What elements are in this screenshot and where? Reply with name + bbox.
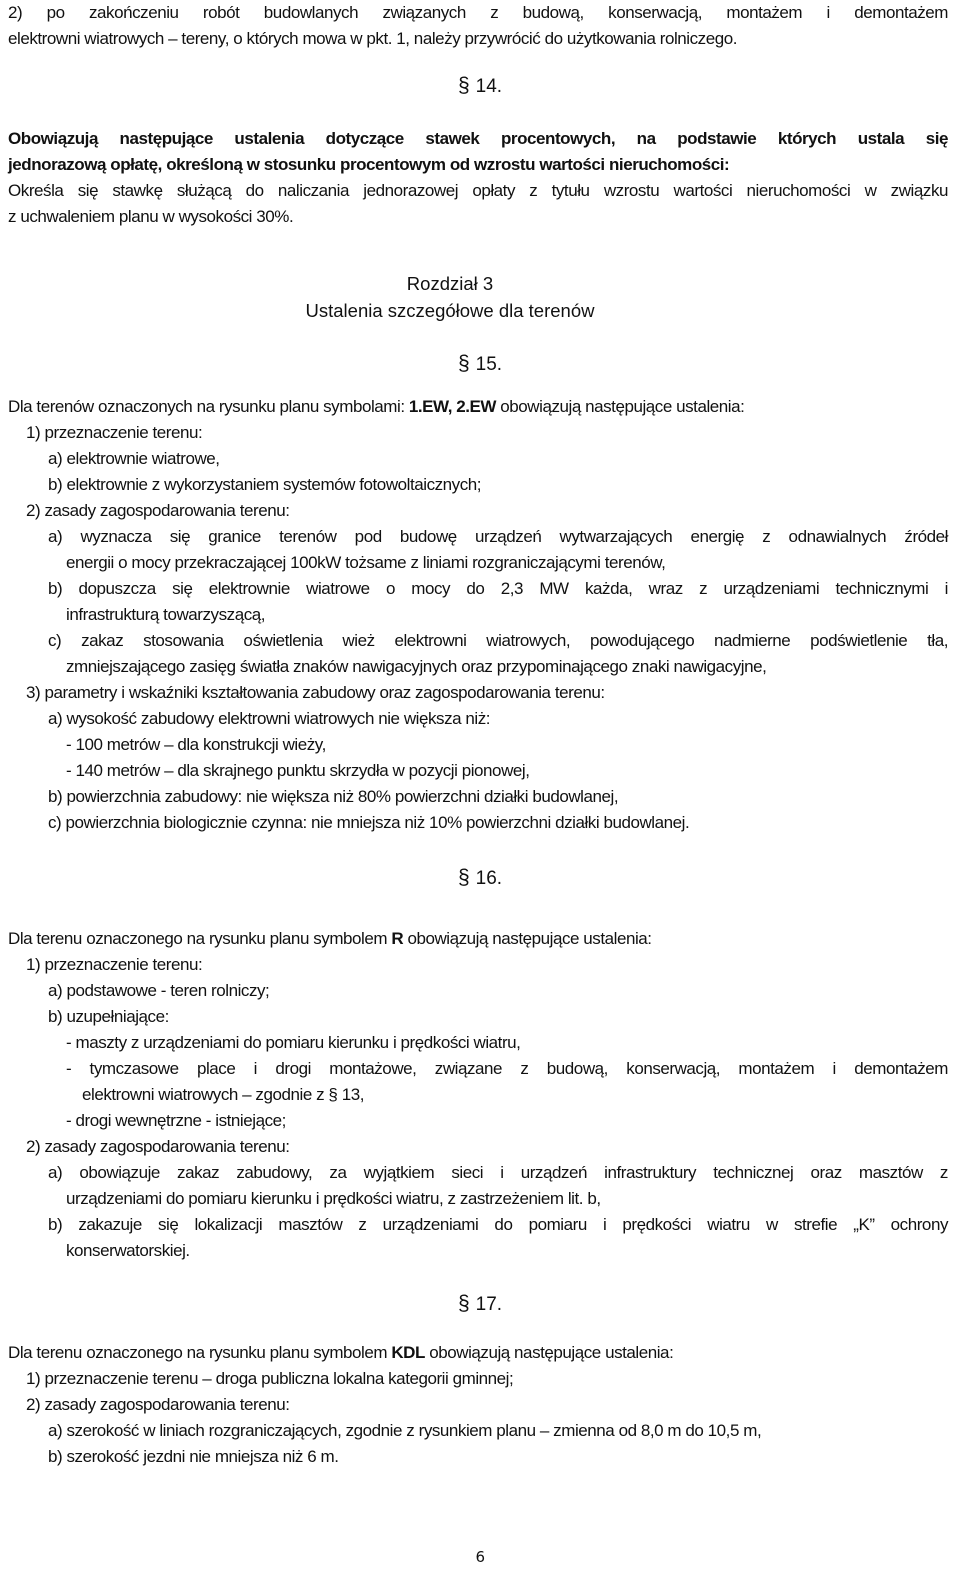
section-symbol: § — [457, 1292, 470, 1315]
s15-p2: 2) zasady zagospodarowania terenu: — [26, 501, 290, 520]
s16-p2b-line2: konserwatorskiej. — [66, 1241, 190, 1260]
s15-symbols: 1.EW, 2.EW — [408, 397, 497, 416]
s14-bold-line2: jednorazową opłatę, określoną w stosunku procentowym od wzrostu wartości nieruchomości: — [8, 155, 730, 174]
s16-p2b-line1: b) zakazuje się lokalizacji masztów z urządzeniami do pomiaru i prędkości wiatru w strefie „K” ochrony — [48, 1215, 948, 1234]
s16-p1b: b) uzupełniające: — [48, 1007, 169, 1026]
s17-p2a: a) szerokość w liniach rozgraniczających, zgodnie z rysunkiem planu – zmienna od 8,0 m do 10,5 m, — [48, 1421, 762, 1440]
s17-symbol-kdl: KDL — [391, 1343, 425, 1362]
s15-p2b-line1: b) dopuszcza się elektrownie wiatrowe o mocy do 2,3 MW każda, wraz z urządzeniami technicznymi i — [48, 579, 948, 598]
s16-intro — [8, 926, 652, 952]
section-number: 16. — [475, 868, 503, 889]
s15-intro-post: obowiązują następujące ustalenia: — [496, 397, 745, 416]
s16-p1b-dash3: - drogi wewnętrzne - istniejące; — [66, 1111, 286, 1130]
s17-p1: 1) przeznaczenie terenu – droga publiczna lokalna kategorii gminnej; — [26, 1369, 514, 1388]
s15-p1: 1) przeznaczenie terenu: — [26, 423, 203, 442]
s15-p3b: b) powierzchnia zabudowy: nie większa niż 80% powierzchni działki budowlanej, — [48, 787, 619, 806]
section-symbol: § — [457, 866, 470, 889]
s15-p3a-dash1: - 100 metrów – dla konstrukcji wieży, — [66, 735, 326, 754]
s15-p2a-line1: a) wyznacza się granice terenów pod budowę urządzeń wytwarzających energię z odnawialnych źródeł — [48, 527, 948, 546]
s15-p3a-dash2: - 140 metrów – dla skrajnego punktu skrzydła w pozycji pionowej, — [66, 761, 530, 780]
s15-intro-pre: Dla terenów oznaczonych na rysunku planu symbolami: — [8, 397, 409, 416]
section-number: 17. — [475, 1294, 503, 1315]
s15-p1a: a) elektrownie wiatrowe, — [48, 449, 220, 468]
s15-intro — [8, 394, 744, 420]
s16-p1b-dash2-line2: elektrowni wiatrowych – zgodnie z § 13, — [82, 1085, 364, 1104]
s16-p1a: a) podstawowe - teren rolniczy; — [48, 981, 270, 1000]
item2-line1: 2) po zakończeniu robót budowlanych związanych z budową, konserwacją, montażem i demontażem — [8, 3, 948, 22]
section-16-heading — [0, 864, 960, 893]
chapter-title: Ustalenia szczegółowe dla terenów — [305, 300, 595, 321]
s15-p3: 3) parametry i wskaźniki kształtowania zabudowy oraz zagospodarowania terenu: — [26, 683, 605, 702]
s16-p1: 1) przeznaczenie terenu: — [26, 955, 203, 974]
s16-symbol-r: R — [391, 929, 404, 948]
s17-p2b: b) szerokość jezdni nie mniejsza niż 6 m. — [48, 1447, 339, 1466]
s14-bold-line1: Obowiązują następujące ustalenia dotyczące stawek procentowych, na podstawie których ustala się — [8, 129, 948, 148]
s16-p2a-line2: urządzeniami do pomiaru kierunku i prędkości wiatru, z zastrzeżeniem lit. b, — [66, 1189, 601, 1208]
s17-intro — [8, 1340, 673, 1366]
section-symbol: § — [457, 352, 470, 375]
s17-intro-post: obowiązują następujące ustalenia: — [424, 1343, 674, 1362]
s15-p1b: b) elektrownie z wykorzystaniem systemów fotowoltaicznych; — [48, 475, 482, 494]
section-number: 15. — [475, 354, 503, 375]
s16-p1b-dash1: - maszty z urządzeniami do pomiaru kierunku i prędkości wiatru, — [66, 1033, 521, 1052]
s17-p2: 2) zasady zagospodarowania terenu: — [26, 1395, 290, 1414]
section-14-heading — [0, 72, 960, 101]
s16-intro-pre: Dla terenu oznaczonego na rysunku planu symbolem — [8, 929, 392, 948]
s16-p1b-dash2-line1: - tymczasowe place i drogi montażowe, związane z budową, konserwacją, montażem i demontażem — [66, 1059, 948, 1078]
s15-p2a-line2: energii o mocy przekraczającej 100kW tożsame z liniami rozgraniczającymi terenów, — [66, 553, 666, 572]
s15-p3a: a) wysokość zabudowy elektrowni wiatrowych nie większa niż: — [48, 709, 491, 728]
section-15-heading — [0, 350, 960, 379]
page-number: 6 — [475, 1548, 485, 1566]
s14-line3: Określa się stawkę służącą do naliczania jednorazowej opłaty z tytułu wzrostu wartości nieruchomości w związku — [8, 181, 948, 200]
s16-p2: 2) zasady zagospodarowania terenu: — [26, 1137, 290, 1156]
item2-line2: elektrowni wiatrowych – tereny, o których mowa w pkt. 1, należy przywrócić do użytkowania rolniczego. — [8, 29, 737, 48]
section-symbol: § — [457, 74, 470, 97]
section-number: 14. — [475, 76, 503, 97]
s15-p2b-line2: infrastrukturą towarzyszącą, — [66, 605, 266, 624]
chapter-label: Rozdział 3 — [406, 273, 494, 294]
s16-intro-post: obowiązują następujące ustalenia: — [403, 929, 652, 948]
s15-p3c: c) powierzchnia biologicznie czynna: nie mniejsza niż 10% powierzchni działki budowlanej. — [48, 813, 690, 832]
section-17-heading — [0, 1290, 960, 1319]
s17-intro-pre: Dla terenu oznaczonego na rysunku planu symbolem — [8, 1343, 392, 1362]
s14-line4: z uchwaleniem planu w wysokości 30%. — [8, 207, 294, 226]
s15-p2c-line2: zmniejszającego zasięg światła znaków nawigacyjnych oraz przypominającego znaki nawigacyjne, — [66, 657, 767, 676]
s15-p2c-line1: c) zakaz stosowania oświetlenia wież elektrowni wiatrowych, powodującego nadmierne podświetlenie tła, — [48, 631, 948, 650]
s16-p2a-line1: a) obowiązuje zakaz zabudowy, za wyjątkiem sieci i urządzeń infrastruktury technicznej oraz masztów z — [48, 1163, 948, 1182]
